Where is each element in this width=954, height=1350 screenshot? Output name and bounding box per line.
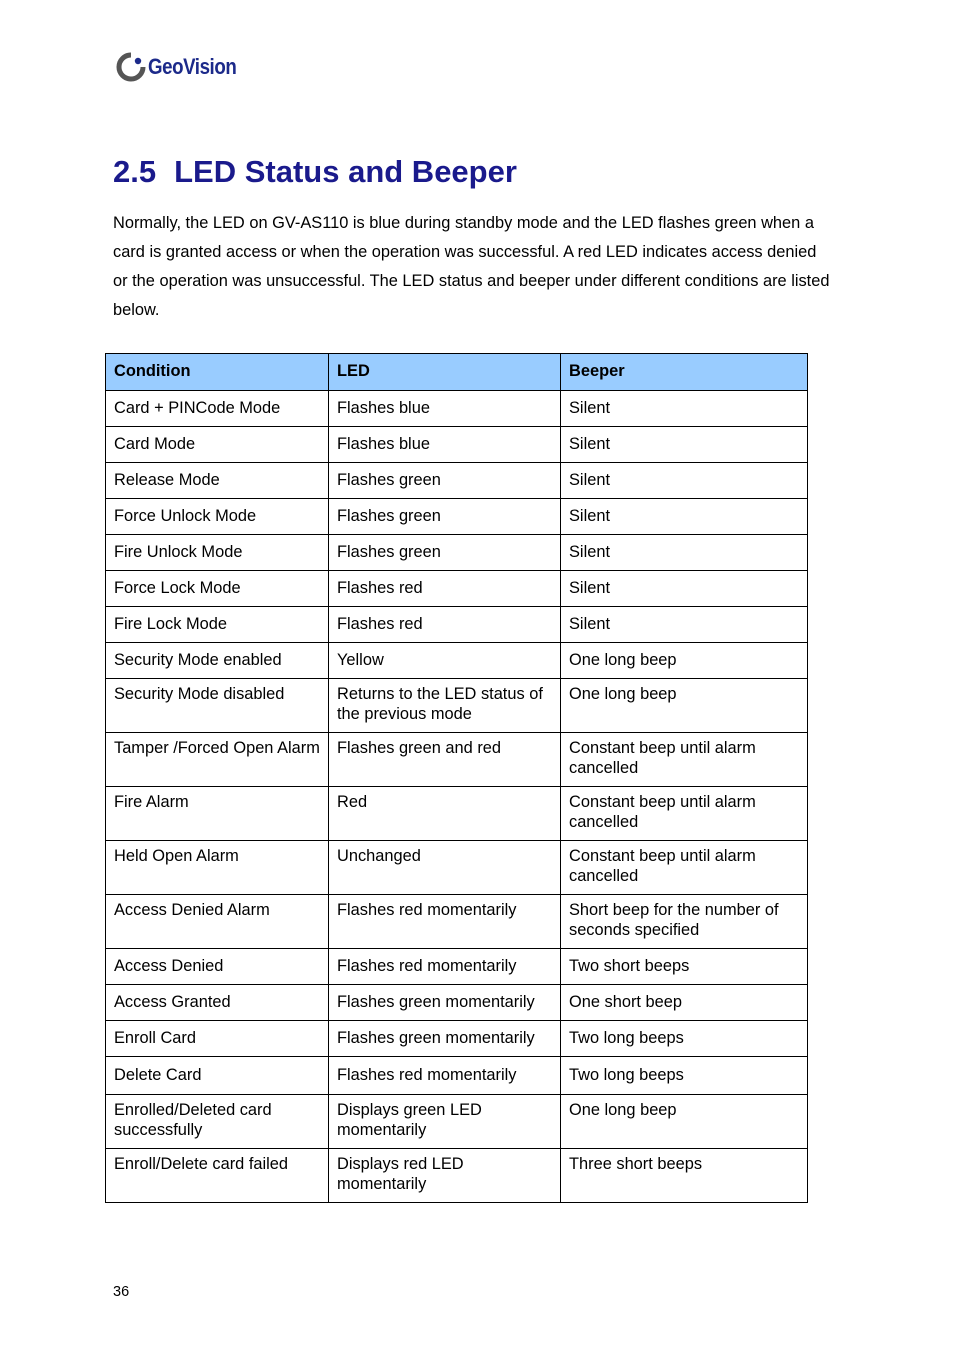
cell-beeper: Silent	[561, 535, 808, 571]
table-row	[106, 841, 808, 895]
geovision-swirl-icon	[116, 52, 146, 82]
cell-beeper: Silent	[561, 607, 808, 643]
cell-beeper: Short beep for the number of seconds specified	[561, 895, 808, 949]
cell-beeper: One long beep	[561, 1095, 808, 1149]
cell-condition: Force Unlock Mode	[106, 499, 329, 535]
table-row	[106, 607, 808, 643]
section-number: 2.5	[113, 154, 157, 189]
cell-condition: Security Mode disabled	[106, 679, 329, 733]
cell-condition: Delete Card	[106, 1057, 329, 1095]
cell-condition: Card Mode	[106, 427, 329, 463]
table-row	[106, 535, 808, 571]
cell-led: Displays red LED momentarily	[329, 1149, 561, 1203]
logo-wordmark: GeoVision	[148, 54, 237, 79]
header-led: LED	[329, 354, 561, 391]
table-row	[106, 949, 808, 985]
cell-condition: Release Mode	[106, 463, 329, 499]
page-number: 36	[113, 1284, 130, 1300]
intro-paragraph: Normally, the LED on GV-AS110 is blue during standby mode and the LED flashes green when a card is granted access or when the operation was successful. A red LED indicates access denied or the operation was unsuccessful. The LED status and beeper under different conditions are listed below.	[113, 214, 830, 319]
cell-condition: Enroll Card	[106, 1021, 329, 1057]
cell-beeper: Two short beeps	[561, 949, 808, 985]
table-row	[106, 733, 808, 787]
cell-condition: Held Open Alarm	[106, 841, 329, 895]
cell-led: Flashes red momentarily	[329, 949, 561, 985]
cell-beeper: Silent	[561, 499, 808, 535]
cell-led: Flashes blue	[329, 391, 561, 427]
cell-beeper: Silent	[561, 463, 808, 499]
table-row	[106, 787, 808, 841]
table-row	[106, 1149, 808, 1203]
cell-led: Flashes green	[329, 499, 561, 535]
cell-condition: Force Lock Mode	[106, 571, 329, 607]
cell-condition: Card + PINCode Mode	[106, 391, 329, 427]
cell-led: Flashes green and red	[329, 733, 561, 787]
cell-beeper: One long beep	[561, 643, 808, 679]
header-beeper: Beeper	[561, 354, 808, 391]
table-row	[106, 499, 808, 535]
table-header-row	[106, 354, 808, 391]
cell-beeper: Constant beep until alarm cancelled	[561, 841, 808, 895]
cell-led: Yellow	[329, 643, 561, 679]
cell-led: Flashes blue	[329, 427, 561, 463]
table-row	[106, 1057, 808, 1095]
cell-condition: Tamper /Forced Open Alarm	[106, 733, 329, 787]
cell-led: Flashes red	[329, 571, 561, 607]
cell-beeper: One long beep	[561, 679, 808, 733]
cell-led: Flashes red momentarily	[329, 1057, 561, 1095]
cell-led: Flashes green momentarily	[329, 1021, 561, 1057]
table-row	[106, 895, 808, 949]
table-row	[106, 643, 808, 679]
cell-led: Flashes red	[329, 607, 561, 643]
table-row	[106, 571, 808, 607]
table-row	[106, 1095, 808, 1149]
cell-condition: Fire Lock Mode	[106, 607, 329, 643]
cell-led: Flashes green momentarily	[329, 985, 561, 1021]
cell-led: Flashes green	[329, 535, 561, 571]
cell-led: Displays green LED momentarily	[329, 1095, 561, 1149]
cell-beeper: Three short beeps	[561, 1149, 808, 1203]
section-heading	[113, 154, 517, 190]
led-status-table	[105, 353, 808, 1203]
cell-condition: Enrolled/Deleted card successfully	[106, 1095, 329, 1149]
table-row	[106, 391, 808, 427]
table-row	[106, 1021, 808, 1057]
cell-led: Unchanged	[329, 841, 561, 895]
cell-condition: Fire Unlock Mode	[106, 535, 329, 571]
cell-led: Flashes green	[329, 463, 561, 499]
cell-condition: Access Granted	[106, 985, 329, 1021]
cell-condition: Security Mode enabled	[106, 643, 329, 679]
cell-beeper: One short beep	[561, 985, 808, 1021]
table-row	[106, 463, 808, 499]
cell-beeper: Constant beep until alarm cancelled	[561, 787, 808, 841]
table-row	[106, 985, 808, 1021]
cell-condition: Enroll/Delete card failed	[106, 1149, 329, 1203]
cell-beeper: Silent	[561, 427, 808, 463]
cell-beeper: Two long beeps	[561, 1057, 808, 1095]
cell-condition: Access Denied	[106, 949, 329, 985]
cell-condition: Access Denied Alarm	[106, 895, 329, 949]
table-row	[106, 679, 808, 733]
geovision-logo	[116, 52, 252, 82]
cell-condition: Fire Alarm	[106, 787, 329, 841]
cell-led: Returns to the LED status of the previous mode	[329, 679, 561, 733]
cell-beeper: Silent	[561, 391, 808, 427]
table-row	[106, 427, 808, 463]
cell-beeper: Constant beep until alarm cancelled	[561, 733, 808, 787]
cell-led: Flashes red momentarily	[329, 895, 561, 949]
header-condition: Condition	[106, 354, 329, 391]
cell-beeper: Silent	[561, 571, 808, 607]
cell-beeper: Two long beeps	[561, 1021, 808, 1057]
section-title: LED Status and Beeper	[174, 154, 517, 189]
cell-led: Red	[329, 787, 561, 841]
